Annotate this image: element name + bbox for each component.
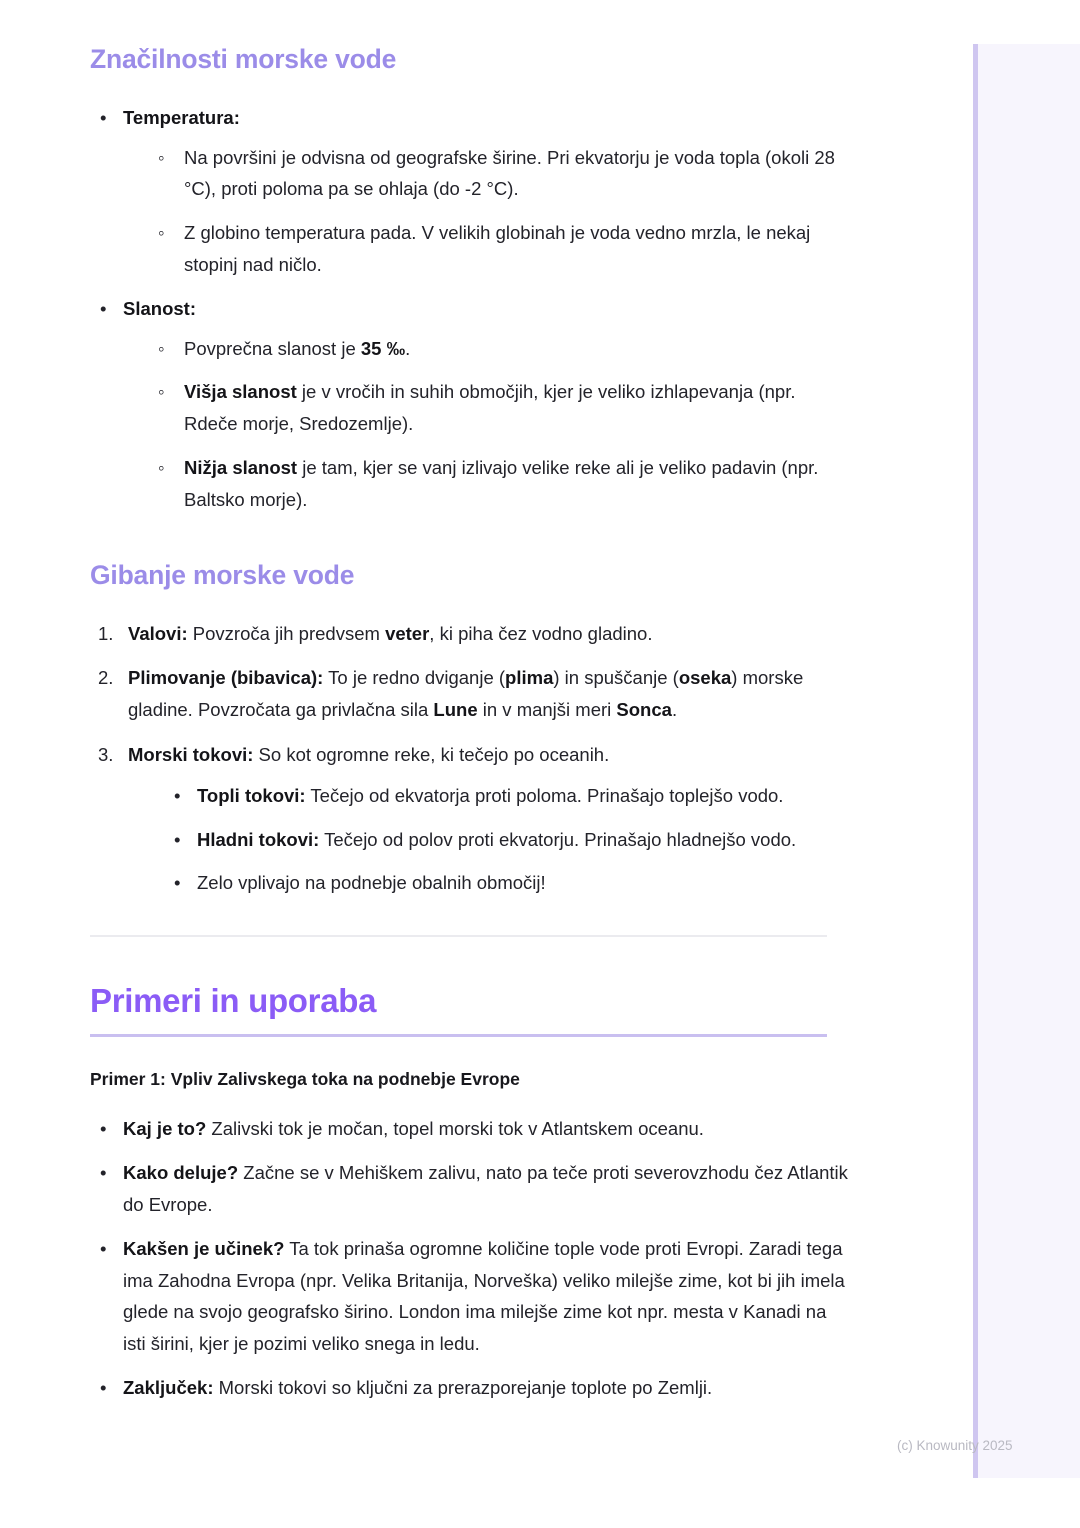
list-item-text: , ki piha čez vodno gladino. <box>429 622 653 644</box>
section-divider <box>90 935 827 937</box>
list-item-text: Tečejo od ekvatorja proti poloma. Prinašajo toplejšo vodo. <box>305 784 784 806</box>
list-item-emphasis: Kakšen je učinek? <box>123 1237 285 1259</box>
bullet-disc-icon: • <box>100 1118 107 1140</box>
list-item-text: ) in spuščanje ( <box>553 667 679 689</box>
list-item <box>151 333 850 365</box>
list-item <box>151 376 850 440</box>
slanost-sublist <box>151 333 850 516</box>
group-label: Slanost: <box>123 297 196 319</box>
list-item <box>164 824 850 856</box>
list-item-text: Začne se v Mehiškem zalivu, nato pa teče proti severovzhodu čez Atlantik do Evrope. <box>123 1162 848 1215</box>
list-item-text: Morski tokovi so ključni za prerazporejanje toplote po Zemlji. <box>213 1377 713 1398</box>
list-item-text: Povprečna slanost je <box>184 337 361 359</box>
movement-list <box>90 618 850 900</box>
list-number: 3. <box>98 743 114 765</box>
bullet-disc-icon: • <box>100 106 107 128</box>
list-item-emphasis: Kaj je to? <box>123 1118 207 1140</box>
examples-list <box>90 1113 850 1404</box>
list-item-text: in v manjši meri <box>477 699 617 721</box>
bullet-circle-icon: ◦ <box>158 457 165 479</box>
list-item-text: Tečejo od polov proti ekvatorju. Prinašajo hladnejšo vodo. <box>319 828 797 850</box>
section-heading-seawater: Značilnosti morske vode <box>90 44 397 74</box>
bullet-circle-icon: ◦ <box>158 337 165 359</box>
list-item-text: je tam, kjer se vanj izlivajo velike reke ali je veliko padavin (npr. Baltsko morje). <box>184 457 819 510</box>
bullet-disc-icon: • <box>174 828 181 850</box>
list-item <box>90 102 850 281</box>
list-item-emphasis: Višja slanost <box>184 381 297 403</box>
title-underline <box>90 1034 827 1037</box>
list-item-emphasis: oseka <box>678 667 732 689</box>
bullet-disc-icon: • <box>100 1377 107 1398</box>
list-item-text: Zalivski tok je močan, topel morski tok v Atlantskem oceanu. <box>206 1118 704 1140</box>
list-item <box>90 1113 850 1145</box>
bullet-circle-icon: ◦ <box>158 146 165 168</box>
list-item-emphasis: Hladni tokovi: <box>197 828 320 850</box>
list-item <box>151 217 850 281</box>
bullet-disc-icon: • <box>174 872 181 894</box>
group-label: Temperatura: <box>123 106 240 128</box>
list-item-emphasis: Kako deluje? <box>123 1162 239 1184</box>
list-item <box>164 867 850 899</box>
list-item-text: je v vročih in suhih območjih, kjer je veliko izhlapevanja (npr. Rdeče morje, Sredozemlje). <box>184 381 796 435</box>
list-item <box>90 1372 850 1404</box>
list-item-emphasis: Topli tokovi: <box>197 784 306 806</box>
list-item <box>90 739 850 899</box>
list-item-tail: . <box>405 337 411 359</box>
list-item-emphasis: Valovi: <box>128 622 188 644</box>
list-item-emphasis: Plimovanje (bibavica): <box>128 667 324 689</box>
list-item <box>164 780 850 812</box>
temperatura-sublist <box>151 142 850 281</box>
copyright-watermark: (c) Knowunity 2025 <box>897 1438 1013 1453</box>
section-heading-movement: Gibanje morske vode <box>90 559 355 590</box>
list-item-emphasis: Morski tokovi: <box>128 743 254 765</box>
document-content <box>90 44 850 1404</box>
list-number: 1. <box>98 622 114 644</box>
example-subheading: Primer 1: Vpliv Zalivskega toka na podnebje Evrope <box>90 1068 520 1089</box>
list-item-emphasis: Sonca <box>616 699 672 721</box>
list-item-emphasis: plima <box>505 667 554 689</box>
list-item <box>151 452 850 516</box>
list-item-text: ) morske gladine. Povzročata ga privlačna sila <box>128 667 804 721</box>
page-title: Primeri in uporaba <box>90 982 377 1020</box>
list-item <box>90 1233 850 1360</box>
list-number: 2. <box>98 667 114 689</box>
tokovi-sublist <box>164 780 850 899</box>
list-item <box>90 662 850 726</box>
list-item-text: Zelo vplivajo na podnebje obalnih območij! <box>197 872 546 894</box>
list-item-text: Ta tok prinaša ogromne količine tople vode proti Evropi. Zaradi tega ima Zahodna Evropa (npr. Velika Britanija, Norveška) veliko milejše zime, kot bi jih imela glede na svojo geografsko širino. London ima milejše zime kot npr. mesta v Kanadi na isti širini, kjer je pozimi veliko snega in ledu. <box>123 1237 845 1355</box>
list-item <box>90 293 850 516</box>
list-item-text: . <box>671 699 678 721</box>
list-item-text: Z globino temperatura pada. V velikih globinah je voda vedno mrzla, le nekaj stopinj nad ničlo. <box>184 222 811 276</box>
list-item <box>90 618 850 650</box>
list-item-text: Povzroča jih predvsem <box>187 622 386 644</box>
list-item-emphasis: veter <box>385 622 430 644</box>
seawater-list <box>90 102 850 516</box>
bullet-disc-icon: • <box>100 297 107 319</box>
list-item-emphasis: 35 ‰ <box>360 337 406 359</box>
list-item <box>151 142 850 206</box>
bullet-circle-icon: ◦ <box>158 381 165 403</box>
list-item-text: To je redno dviganje ( <box>323 667 506 689</box>
bullet-disc-icon: • <box>100 1237 107 1259</box>
list-item-text: Na površini je odvisna od geografske širine. Pri ekvatorju je voda topla (okoli 28 °C), proti poloma pa se ohlaja (do -2 °C). <box>184 146 835 200</box>
bullet-disc-icon: • <box>100 1162 107 1184</box>
list-item-emphasis: Zaključek: <box>123 1377 214 1398</box>
list-item <box>90 1157 850 1221</box>
list-item-emphasis: Nižja slanost <box>184 457 298 479</box>
list-item-emphasis: Lune <box>433 699 478 721</box>
list-item-text: So kot ogromne reke, ki tečejo po oceanih. <box>253 743 610 765</box>
bullet-circle-icon: ◦ <box>158 222 165 244</box>
bullet-disc-icon: • <box>174 784 181 806</box>
